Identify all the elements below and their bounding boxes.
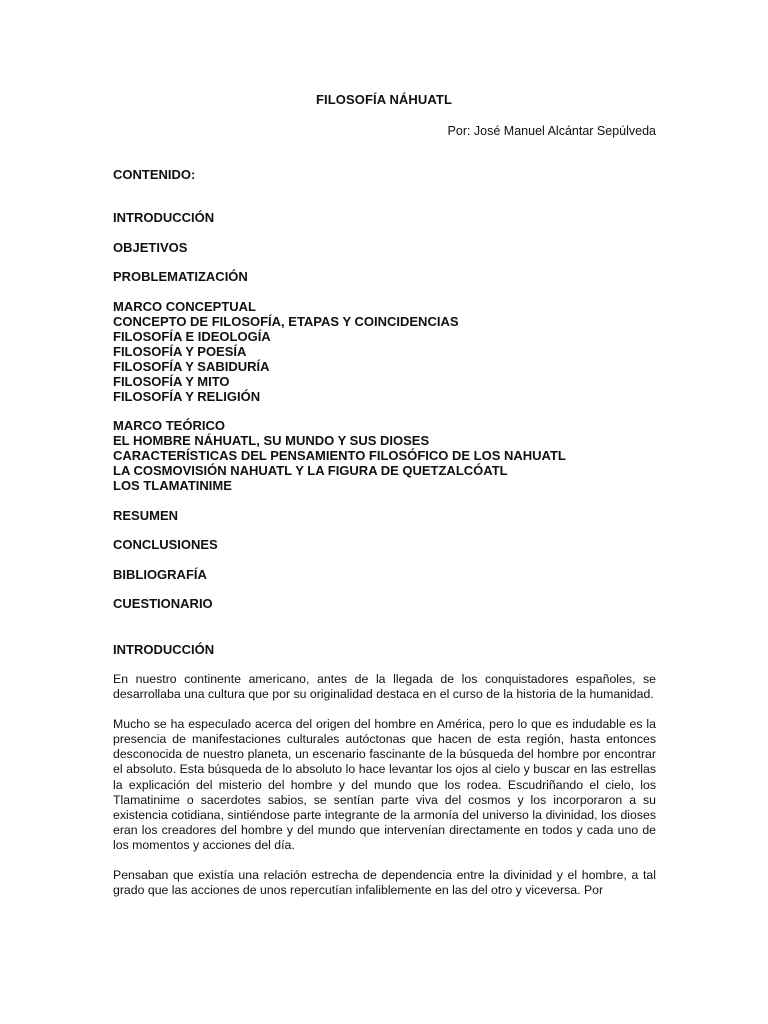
body-paragraph: En nuestro continente americano, antes de la llegada de los conquistadores españoles, se desarrollaba una cultura que por su originalidad destaca en el curso de la historia de la humanidad. <box>113 672 656 702</box>
toc-group <box>113 210 673 225</box>
toc-item: RESUMEN <box>113 507 179 523</box>
toc-item: CONCLUSIONES <box>113 537 218 552</box>
toc-item: BIBLIOGRAFÍA <box>113 566 207 582</box>
toc-item: INTRODUCCIÓN <box>113 210 215 225</box>
toc-group <box>113 508 673 523</box>
toc-group <box>113 567 673 582</box>
body-paragraph: Pensaban que existía una relación estrecha de dependencia entre la divinidad y el hombre, a tal grado que las acciones de unos repercutían infaliblemente en las del otro y viceversa. Por <box>113 868 656 898</box>
toc-group <box>113 269 673 284</box>
introduction-heading: INTRODUCCIÓN <box>113 642 215 657</box>
document-title: FILOSOFÍA NÁHUATL <box>315 92 453 107</box>
body-paragraph: Mucho se ha especulado acerca del origen del hombre en América, pero lo que es indudable es la presencia de manifestaciones culturales autóctonas que hacen de esta región, hasta entonces desconocida de nuestro planeta, un escenario fascinante de la búsqueda del hombre por encontrar el absoluto. Esta búsqueda de lo absoluto lo hace levantar los ojos al cielo y buscar en las estrellas la explicación del misterio del hombre y del mundo que los rodea. Escudriñando el cielo, los Tlamatinime o sacerdotes sabios, se sentían parte viva del cosmos y los incorporaron a su existencia cotidiana, sintiéndose parte integrante de la armonía del universo la divinidad, los dioses eran los creadores del hombre y del mundo que intervenían directamente en todos y cada uno de los momentos y acciones del día. <box>113 717 656 852</box>
toc-group <box>113 537 673 552</box>
toc-item: MARCO CONCEPTUAL <box>113 298 256 314</box>
toc-item: CARACTERÍSTICAS DEL PENSAMIENTO FILOSÓFICO DE LOS NAHUATL <box>113 448 566 463</box>
toc-group <box>113 240 673 255</box>
toc-item: LOS TLAMATINIME <box>113 478 232 493</box>
toc-item: FILOSOFÍA Y SABIDURÍA <box>113 358 270 374</box>
contents-heading: CONTENIDO: <box>113 167 196 182</box>
toc-item: FILOSOFÍA Y RELIGIÓN <box>113 388 261 404</box>
toc-item: OBJETIVOS <box>113 239 188 255</box>
toc-group <box>113 418 673 493</box>
author-line: Por: José Manuel Alcántar Sepúlveda <box>447 124 656 138</box>
toc-item: LA COSMOVISIÓN NAHUATL Y LA FIGURA DE QUETZALCÓATL <box>113 463 508 478</box>
toc-item: CUESTIONARIO <box>113 596 213 611</box>
toc-item: FILOSOFÍA E IDEOLOGÍA <box>113 328 271 344</box>
toc-group <box>113 596 673 611</box>
toc-item: MARCO TEÓRICO <box>113 418 225 433</box>
toc-item: PROBLEMATIZACIÓN <box>113 269 248 284</box>
table-of-contents <box>113 210 673 626</box>
toc-item: FILOSOFÍA Y POESÍA <box>113 343 247 359</box>
toc-group <box>113 299 673 404</box>
toc-item: EL HOMBRE NÁHUATL, SU MUNDO Y SUS DIOSES <box>113 433 430 448</box>
toc-item: FILOSOFÍA Y MITO <box>113 373 230 389</box>
introduction-body <box>113 672 656 913</box>
toc-item: CONCEPTO DE FILOSOFÍA, ETAPAS Y COINCIDENCIAS <box>113 313 459 329</box>
